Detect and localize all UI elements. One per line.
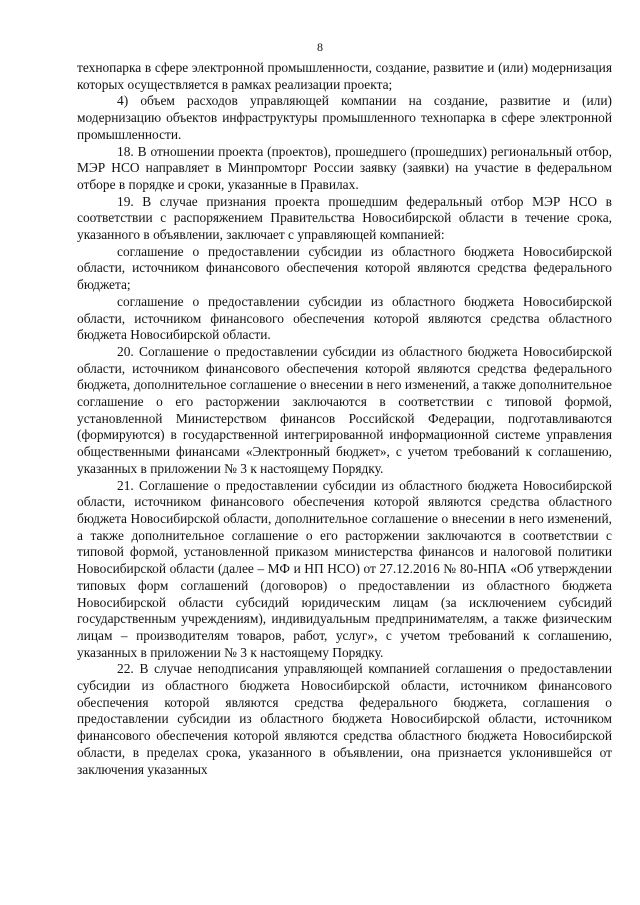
paragraph-agreement-federal: соглашение о предоставлении субсидии из областного бюджета Новосибирской области, источником финансового обеспечения которой являются средства федерального бюджета; — [77, 243, 612, 293]
paragraph-item-4: 4) объем расходов управляющей компании на создание, развитие и (или) модернизацию объектов инфраструктуры промышленного технопарка в сфере электронной промышленности. — [77, 93, 612, 142]
paragraph-19: 19. В случае признания проекта прошедшим федеральный отбор МЭР НСО в соответствии с распоряжением Правительства Новосибирской области в течение срока, указанного в объявлении, заключает с управляющей компанией: — [77, 193, 612, 243]
page-number: 8 — [317, 40, 323, 54]
paragraph-21: 21. Соглашение о предоставлении субсидии из областного бюджета Новосибирской области, источником финансового обеспечения которой являются средства областного бюджета Новосибирской области, дополнительное соглашение о внесении в него изменений, а также дополнительное соглашение о его расторжении заключаются в соответствии с типовой формой, установленной приказом министерства финансов и налоговой политики Новосибирской области (далее – МФ и НП НСО) от 27.12.2016 № 80-НПА «Об утверждении типовых форм соглашений (договоров) о предоставлении из областного бюджета Новосибирской области субсидий юридическим лицам (за исключением субсидий государственным учреждениям), индивидуальным предпринимателям, а также физическим лицам – производителям товаров, работ, услуг», с учетом требований к соглашению, указанных в приложении № 3 к настоящему Порядку. — [77, 477, 612, 660]
paragraph-continuation: технопарка в сфере электронной промышленности, создание, развитие и (или) модернизация которых осуществляется в рамках реализации проекта; — [77, 60, 612, 92]
document-body — [77, 60, 612, 778]
paragraph-20: 20. Соглашение о предоставлении субсидии из областного бюджета Новосибирской области, источником финансового обеспечения которой являются средства федерального бюджета, дополнительное соглашение о внесении в него изменений, а также дополнительное соглашение о его расторжении заключаются в соответствии с типовой формой, установленной Министерством финансов Российской Федерации, подготавливаются (формируются) в государственной интегрированной информационной системе управления общественными финансами «Электронный бюджет», с учетом требований к соглашению, указанных в приложении № 3 к настоящему Порядку. — [77, 343, 612, 476]
paragraph-agreement-regional: соглашение о предоставлении субсидии из областного бюджета Новосибирской области, источником финансового обеспечения которой являются средства областного бюджета Новосибирской области. — [77, 293, 612, 343]
paragraph-18: 18. В отношении проекта (проектов), прошедшего (прошедших) региональный отбор, МЭР НСО направляет в Минпромторг России заявку (заявки) на участие в федеральном отборе в порядке и сроки, указанные в Правилах. — [77, 143, 612, 192]
paragraph-22: 22. В случае неподписания управляющей компанией соглашения о предоставлении субсидии из областного бюджета Новосибирской области, источником финансового обеспечения которой являются средства федерального бюджета, соглашения о предоставлении субсидии из областного бюджета Новосибирской области, источником финансового обеспечения которой являются средства областного бюджета Новосибирской области, в пределах срока, указанного в объявлении, она признается уклонившейся от заключения указанных — [77, 661, 612, 777]
